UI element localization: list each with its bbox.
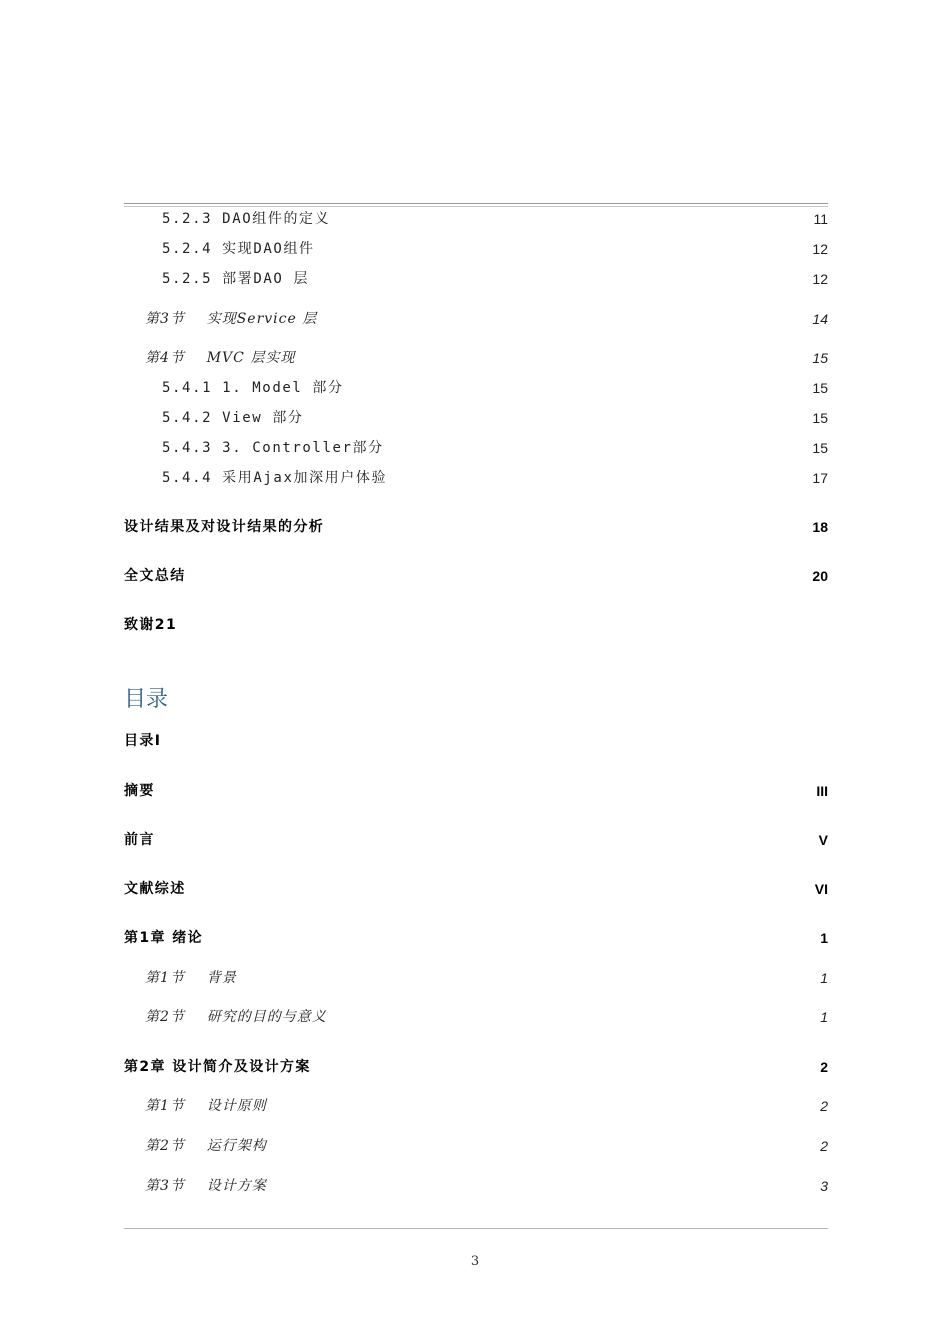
toc-entry-title: 第1节 背景 <box>145 970 237 986</box>
toc-entry-title: 第2章 设计简介及设计方案 <box>124 1059 311 1075</box>
toc-entry-page: 3 <box>820 1178 828 1194</box>
header-rule-secondary <box>124 206 828 207</box>
toc-entry-page: 15 <box>812 380 828 396</box>
toc-entry-page: VI <box>814 881 828 897</box>
toc-entry-page: 17 <box>812 470 828 486</box>
footer-rule <box>124 1228 828 1229</box>
toc-entry-title: 第4节 MVC 层实现 <box>145 350 296 366</box>
toc-entry-title: 第3节 设计方案 <box>145 1178 267 1194</box>
toc-entry[interactable] <box>124 1056 828 1078</box>
toc-entry-title: 5.4.4 采用Ajax加深用户体验 <box>162 470 388 486</box>
toc-entry-title: 文献综述 <box>124 881 186 897</box>
toc-entry-page: 12 <box>812 271 828 287</box>
toc-entry-title: 设计结果及对设计结果的分析 <box>124 519 325 535</box>
toc-entry[interactable] <box>124 1006 828 1028</box>
toc-entry-page: 2 <box>820 1059 828 1075</box>
toc-entry[interactable] <box>124 829 828 851</box>
toc-entry-page: 2 <box>820 1138 828 1154</box>
toc-entry-page: V <box>818 832 828 848</box>
toc-entry-page: 2 <box>820 1098 828 1114</box>
toc-entry[interactable] <box>124 377 828 399</box>
toc-entry[interactable] <box>124 437 828 459</box>
toc-entry[interactable] <box>124 347 828 369</box>
toc-entry[interactable] <box>124 268 828 290</box>
toc-entry-title: 5.4.3 3. Controller部分 <box>162 440 384 456</box>
toc-entry-title: 第3节 实现Service 层 <box>145 311 318 327</box>
toc-entry-title: 前言 <box>124 832 155 848</box>
toc-entry-title: 5.4.2 View 部分 <box>162 410 304 426</box>
toc-entry-title: 目录I <box>124 733 162 749</box>
toc-entry-title: 全文总结 <box>124 568 186 584</box>
toc-entry[interactable] <box>124 238 828 260</box>
toc-entry[interactable] <box>124 967 828 989</box>
toc-entry-page: 1 <box>820 970 828 986</box>
toc-entry-page: 18 <box>812 519 828 535</box>
toc-entry-title: 第1节 设计原则 <box>145 1098 267 1114</box>
toc-entry[interactable] <box>124 407 828 429</box>
toc-entry[interactable] <box>124 308 828 330</box>
toc-entry-page: 14 <box>812 311 828 327</box>
toc-entry-page: 11 <box>813 211 828 227</box>
toc-entry-title: 致谢21 <box>124 617 178 633</box>
toc-entry-page: 15 <box>812 440 828 456</box>
toc-entry-title: 第2节 研究的目的与意义 <box>145 1009 327 1025</box>
toc-entry-title: 5.4.1 1. Model 部分 <box>162 380 344 396</box>
toc-entry-page: 15 <box>812 410 828 426</box>
toc-entry-title: 5.2.5 部署DAO 层 <box>162 271 310 287</box>
toc-entry-title: 第2节 运行架构 <box>145 1138 267 1154</box>
toc-entry[interactable] <box>124 780 828 802</box>
toc-entry-title: 第1章 绪论 <box>124 930 204 946</box>
toc-entry[interactable] <box>124 878 828 900</box>
toc-entry-page: 12 <box>812 241 828 257</box>
toc-entry-page: 20 <box>812 568 828 584</box>
toc-entry-page: III <box>816 783 828 799</box>
toc-entry[interactable] <box>124 565 828 587</box>
toc-entry-title: 5.2.3 DAO组件的定义 <box>162 211 331 227</box>
toc-entry-title: 5.2.4 实现DAO组件 <box>162 241 315 257</box>
toc-entry[interactable] <box>124 467 828 489</box>
toc-entry-page: 1 <box>820 1009 828 1025</box>
toc-entry[interactable] <box>124 927 828 949</box>
toc-entry-page: 15 <box>812 350 828 366</box>
toc-entry[interactable] <box>124 730 828 752</box>
toc-entry-page: 1 <box>820 930 828 946</box>
toc-entry[interactable] <box>124 1175 828 1197</box>
toc-entry-title: 摘要 <box>124 783 155 799</box>
header-rule <box>124 203 828 204</box>
toc-entry[interactable] <box>124 516 828 538</box>
toc-entry[interactable] <box>124 208 828 230</box>
toc-entry[interactable] <box>124 614 828 636</box>
toc-entry[interactable] <box>124 1095 828 1117</box>
page-number: 3 <box>470 1254 480 1269</box>
toc-heading: 目录 <box>124 687 169 712</box>
toc-entry[interactable] <box>124 1135 828 1157</box>
